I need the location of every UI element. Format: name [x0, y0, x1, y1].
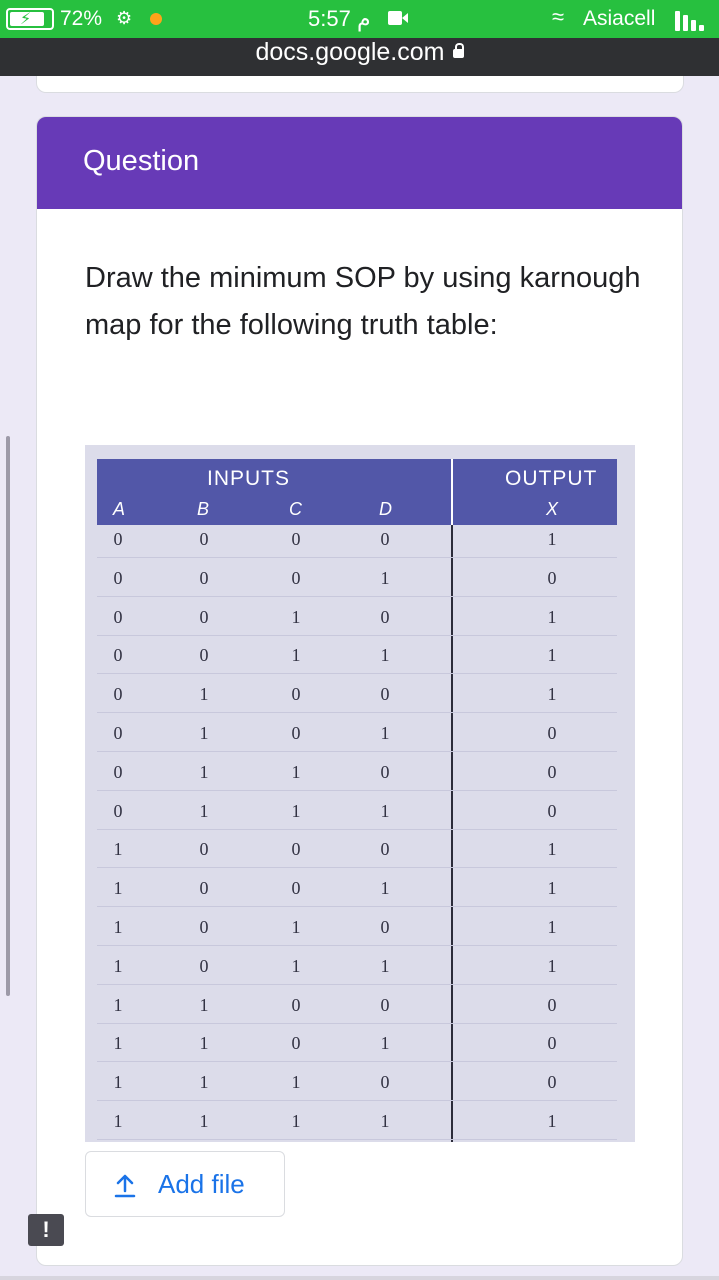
- table-cell: 1: [380, 723, 390, 743]
- table-cell: 1: [291, 1111, 301, 1131]
- table-row: [85, 1033, 635, 1071]
- table-cell: 1: [291, 1072, 301, 1093]
- column-header-b: B: [197, 499, 210, 519]
- carrier-name: Asiacell: [583, 7, 656, 30]
- upload-icon: [114, 1174, 136, 1198]
- table-cell: 0: [380, 761, 390, 782]
- table-cell: 0: [547, 723, 557, 743]
- table-cell: 0: [547, 994, 557, 1015]
- question-header: [37, 117, 682, 209]
- table-cell: 1: [547, 645, 557, 666]
- table-cell: 1: [291, 917, 301, 937]
- inputs-label: INPUTS: [207, 467, 291, 490]
- table-cell: 1: [380, 878, 390, 899]
- table-cell: 1: [113, 1033, 123, 1054]
- table-row: [85, 917, 635, 955]
- table-cell: 1: [380, 567, 390, 588]
- table-cell: 0: [291, 684, 301, 705]
- table-cell: 0: [291, 839, 301, 860]
- status-bar: [0, 0, 719, 38]
- table-cell: 0: [380, 684, 390, 705]
- table-cell: 1: [199, 994, 209, 1015]
- table-cell: 1: [547, 878, 557, 899]
- add-file-button[interactable]: [85, 1151, 285, 1217]
- table-cell: 0: [291, 723, 301, 743]
- table-cell: 0: [113, 606, 123, 627]
- signal-icon: [675, 9, 711, 31]
- column-header-d: D: [379, 499, 392, 519]
- table-cell: 1: [547, 606, 557, 627]
- feedback-icon[interactable]: !: [28, 1214, 64, 1246]
- table-cell: 1: [380, 800, 390, 821]
- table-cell: 0: [380, 917, 390, 937]
- table-cell: 0: [547, 800, 557, 821]
- table-cell: 1: [547, 839, 557, 860]
- table-row: [85, 607, 635, 645]
- table-cell: 1: [380, 1033, 390, 1054]
- table-cell: 0: [291, 567, 301, 588]
- table-cell: 0: [547, 761, 557, 782]
- table-cell: 0: [199, 645, 209, 666]
- table-cell: 0: [291, 1033, 301, 1054]
- table-row: [85, 762, 635, 800]
- table-cell: 1: [380, 645, 390, 666]
- bottom-edge: [0, 1276, 719, 1280]
- table-cell: 0: [113, 684, 123, 705]
- previous-card-edge: [36, 76, 684, 93]
- table-cell: 0: [547, 1072, 557, 1093]
- table-row: [85, 529, 635, 567]
- table-cell: 1: [113, 839, 123, 860]
- table-cell: 0: [380, 994, 390, 1015]
- sync-icon: ⚙: [116, 8, 133, 28]
- table-cell: 1: [291, 761, 301, 782]
- table-cell: 0: [380, 529, 390, 549]
- table-cell: 1: [199, 684, 209, 705]
- scrollbar[interactable]: [6, 436, 10, 996]
- table-cell: 0: [380, 839, 390, 860]
- table-cell: 0: [380, 1072, 390, 1093]
- table-row: [85, 1111, 635, 1149]
- table-cell: 1: [547, 917, 557, 937]
- table-cell: 0: [547, 567, 557, 588]
- table-cell: 1: [199, 761, 209, 782]
- table-cell: 1: [547, 684, 557, 705]
- table-row: [85, 1072, 635, 1110]
- table-row: [85, 801, 635, 839]
- question-text: Draw the minimum SOP by using karnough map for the following truth table:: [85, 262, 641, 341]
- battery-charging-icon: ⚡: [6, 8, 54, 30]
- clock: 5:57 م: [308, 6, 371, 31]
- table-row: [85, 839, 635, 877]
- table-cell: 0: [380, 606, 390, 627]
- lock-icon: [453, 49, 464, 58]
- table-row: [85, 645, 635, 683]
- table-cell: 1: [113, 1072, 123, 1093]
- table-cell: 0: [199, 878, 209, 899]
- table-cell: 0: [113, 761, 123, 782]
- table-cell: 1: [291, 955, 301, 976]
- table-cell: 0: [113, 645, 123, 666]
- camera-icon: [388, 11, 402, 25]
- truth-table-header: [97, 459, 617, 525]
- table-cell: 0: [113, 723, 123, 743]
- table-cell: 1: [199, 723, 209, 743]
- table-row: [85, 568, 635, 606]
- table-cell: 1: [547, 955, 557, 976]
- table-row: [85, 956, 635, 994]
- table-cell: 0: [199, 955, 209, 976]
- table-cell: 1: [291, 645, 301, 666]
- header-divider: [451, 459, 453, 525]
- table-cell: 0: [547, 1033, 557, 1054]
- table-cell: 1: [291, 800, 301, 821]
- table-cell: 1: [113, 878, 123, 899]
- table-cell: 0: [199, 917, 209, 937]
- column-header-a: A: [113, 499, 126, 519]
- wifi-icon: ≈: [552, 4, 565, 29]
- table-row: [85, 723, 635, 761]
- table-cell: 0: [291, 994, 301, 1015]
- table-row: [85, 684, 635, 722]
- table-cell: 1: [113, 917, 123, 937]
- table-cell: 0: [199, 567, 209, 588]
- column-header-x: X: [546, 499, 559, 519]
- url-text: docs.google.com: [255, 38, 445, 66]
- table-cell: 0: [199, 529, 209, 549]
- question-card: [36, 116, 683, 1266]
- add-file-label: Add file: [158, 1169, 245, 1199]
- output-label: OUTPUT: [505, 467, 598, 490]
- truth-table-image: [85, 445, 635, 1142]
- table-cell: 1: [199, 800, 209, 821]
- table-cell: 0: [291, 529, 301, 549]
- question-title: Question: [83, 145, 200, 177]
- table-cell: 1: [291, 606, 301, 627]
- column-header-c: C: [289, 499, 302, 519]
- table-cell: 0: [199, 839, 209, 860]
- table-cell: 1: [199, 1033, 209, 1054]
- table-cell: 1: [380, 1111, 390, 1131]
- table-cell: 1: [113, 1111, 123, 1131]
- table-cell: 1: [199, 1072, 209, 1093]
- table-cell: 1: [113, 955, 123, 976]
- table-cell: 0: [291, 878, 301, 899]
- table-cell: 0: [113, 529, 123, 549]
- table-cell: 0: [113, 800, 123, 821]
- table-cell: 0: [113, 567, 123, 588]
- table-cell: 1: [113, 994, 123, 1015]
- table-cell: 1: [547, 529, 557, 549]
- table-cell: 0: [199, 606, 209, 627]
- table-cell: 1: [380, 955, 390, 976]
- browser-url-bar[interactable]: [0, 38, 719, 76]
- battery-level: 72%: [60, 7, 103, 30]
- table-row: [85, 878, 635, 916]
- notification-dot: [150, 13, 162, 25]
- table-cell: 1: [547, 1111, 557, 1131]
- table-cell: 1: [199, 1111, 209, 1131]
- table-row: [85, 995, 635, 1033]
